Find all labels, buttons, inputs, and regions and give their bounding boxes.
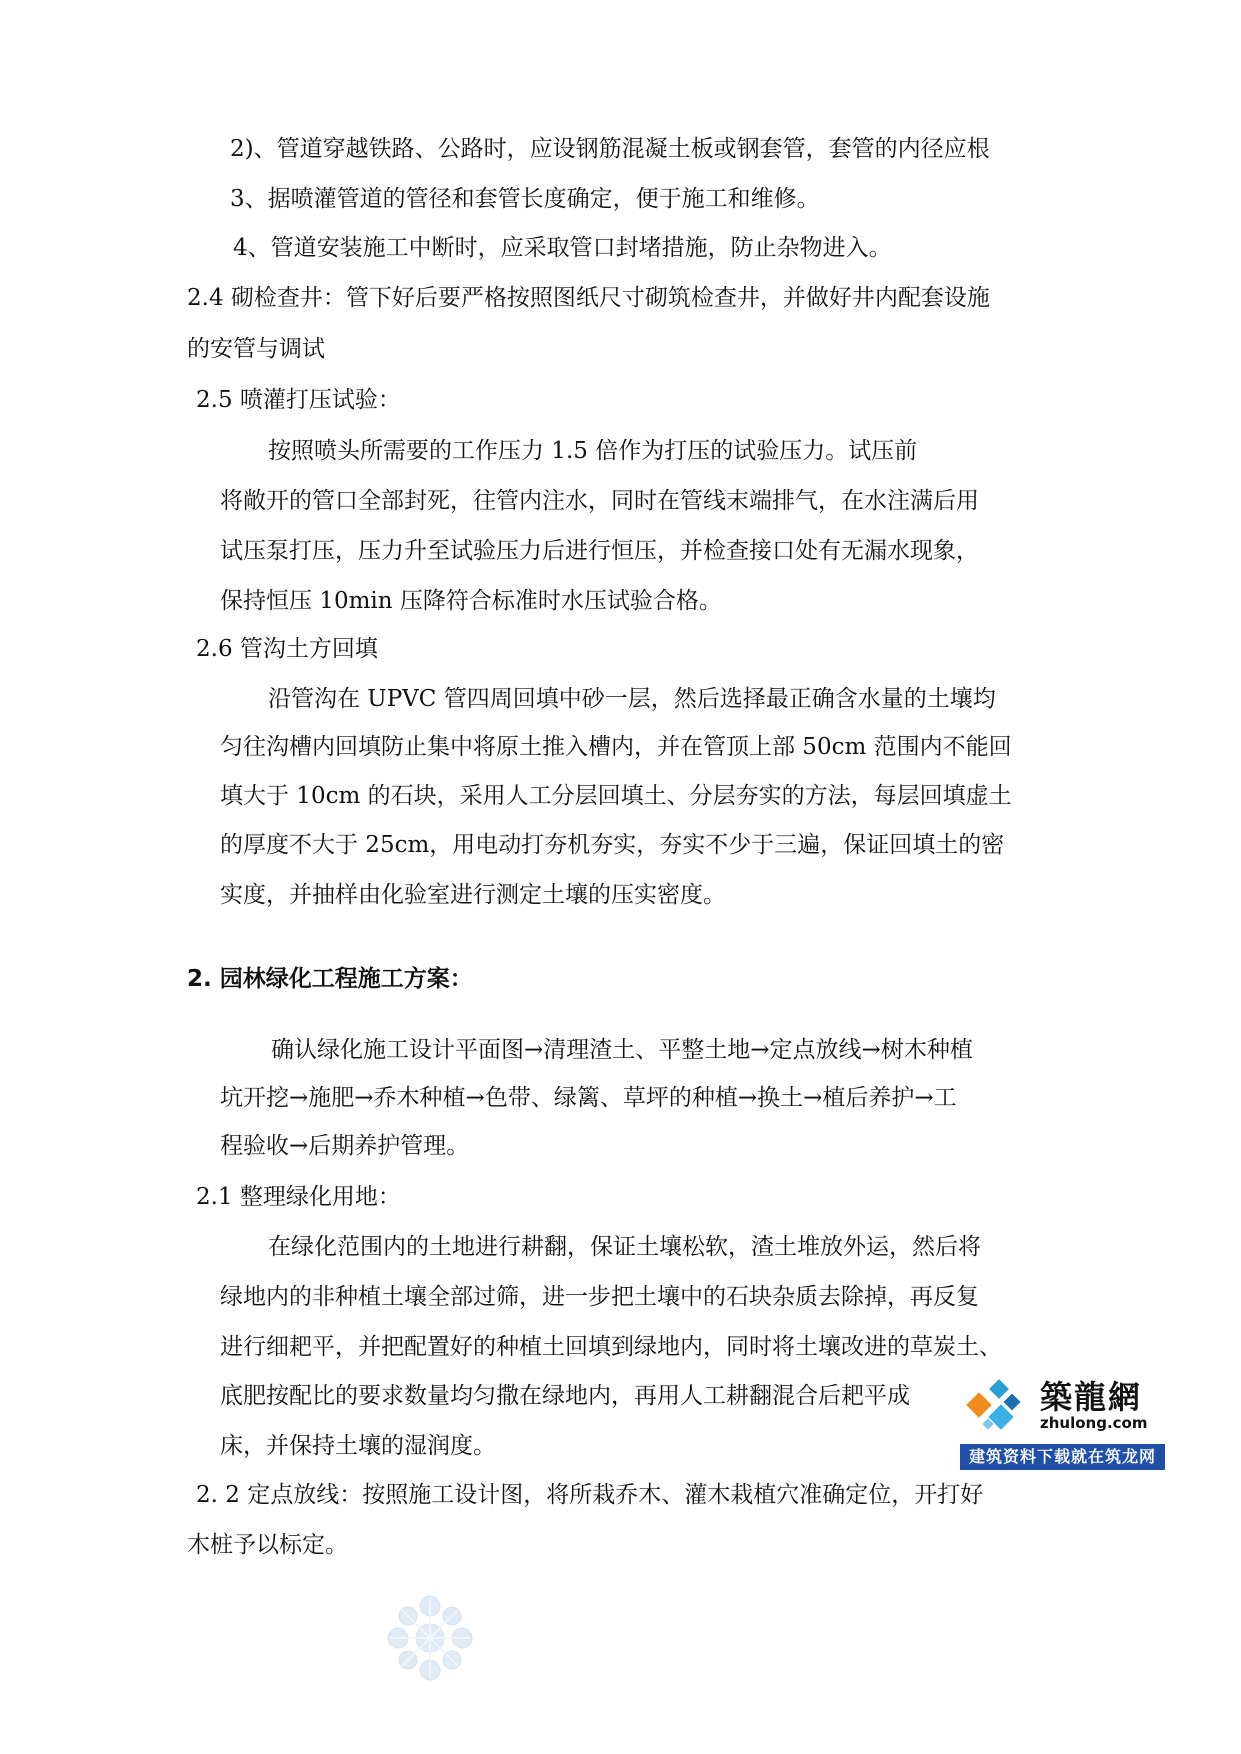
text-line: 床，并保持土壤的湿润度。 [220, 1433, 496, 1459]
text-line: 3、据喷灌管道的管径和套管长度确定，便于施工和维修。 [230, 186, 820, 212]
logo-banner: 建筑资料下载就在筑龙网 [960, 1444, 1165, 1470]
text-line: 按照喷头所需要的工作压力 1.5 倍作为打压的试验压力。试压前 [268, 438, 918, 464]
text-line: 坑开挖→施肥→乔木种植→色带、绿篱、草坪的种植→换土→植后养护→工 [220, 1085, 957, 1111]
text-line: 匀往沟槽内回填防止集中将原土推入槽内，并在管顶上部 50cm 范围内不能回 [220, 734, 1012, 760]
text-line: 将敞开的管口全部封死，往管内注水，同时在管线末端排气，在水注满后用 [220, 488, 979, 514]
section-heading: 2.1 整理绿化用地： [196, 1184, 401, 1210]
logo-mark-icon [966, 1376, 1028, 1438]
text-line: 底肥按配比的要求数量均匀撒在绿地内，再用人工耕翻混合后耙平成 [220, 1383, 910, 1409]
chapter-heading: 2. 园林绿化工程施工方案： [187, 966, 473, 992]
text-line: 的安管与调试 [187, 336, 325, 362]
text-line: 在绿化范围内的土地进行耕翻，保证土壤松软，渣土堆放外运，然后将 [268, 1234, 981, 1260]
text-line: 确认绿化施工设计平面图→清理渣土、平整土地→定点放线→树木种植 [271, 1037, 973, 1063]
snowflake-icon [384, 1592, 476, 1684]
logo-chinese-name: 築龍網 [1040, 1378, 1143, 1416]
text-line: 沿管沟在 UPVC 管四周回填中砂一层，然后选择最正确含水量的土壤均 [268, 686, 996, 712]
text-line: 保持恒压 10min 压降符合标准时水压试验合格。 [220, 588, 722, 614]
text-line: 2.4 砌检查井：管下好后要严格按照图纸尺寸砌筑检查井，并做好井内配套设施 [187, 285, 990, 311]
section-heading: 2.5 喷灌打压试验： [196, 387, 401, 413]
text-line: 4、管道安装施工中断时，应采取管口封堵措施，防止杂物进入。 [233, 235, 892, 261]
text-line: 实度，并抽样由化验室进行测定土壤的压实密度。 [220, 882, 726, 908]
text-line: 程验收→后期养护管理。 [220, 1133, 470, 1159]
text-line: 试压泵打压，压力升至试验压力后进行恒压，并检查接口处有无漏水现象， [220, 538, 979, 564]
text-line: 进行细耙平，并把配置好的种植土回填到绿地内，同时将土壤改进的草炭土、 [220, 1334, 1002, 1360]
logo-domain: zhulong.com [1040, 1414, 1148, 1432]
text-line: 的厚度不大于 25cm，用电动打夯机夯实，夯实不少于三遍，保证回填土的密 [220, 832, 1005, 858]
zhulong-logo [960, 1368, 1165, 1474]
text-line: 填大于 10cm 的石块，采用人工分层回填土、分层夯实的方法，每层回填虚土 [220, 783, 1012, 809]
text-line: 绿地内的非种植土壤全部过筛，进一步把土壤中的石块杂质去除掉，再反复 [220, 1284, 979, 1310]
text-line: 木桩予以标定。 [187, 1532, 348, 1558]
section-heading: 2.6 管沟土方回填 [196, 636, 378, 662]
text-line: 2. 2 定点放线：按照施工设计图，将所栽乔木、灌木栽植穴准确定位，开打好 [196, 1482, 984, 1508]
text-line: 2)、管道穿越铁路、公路时，应设钢筋混凝土板或钢套管，套管的内径应根 [230, 136, 990, 162]
